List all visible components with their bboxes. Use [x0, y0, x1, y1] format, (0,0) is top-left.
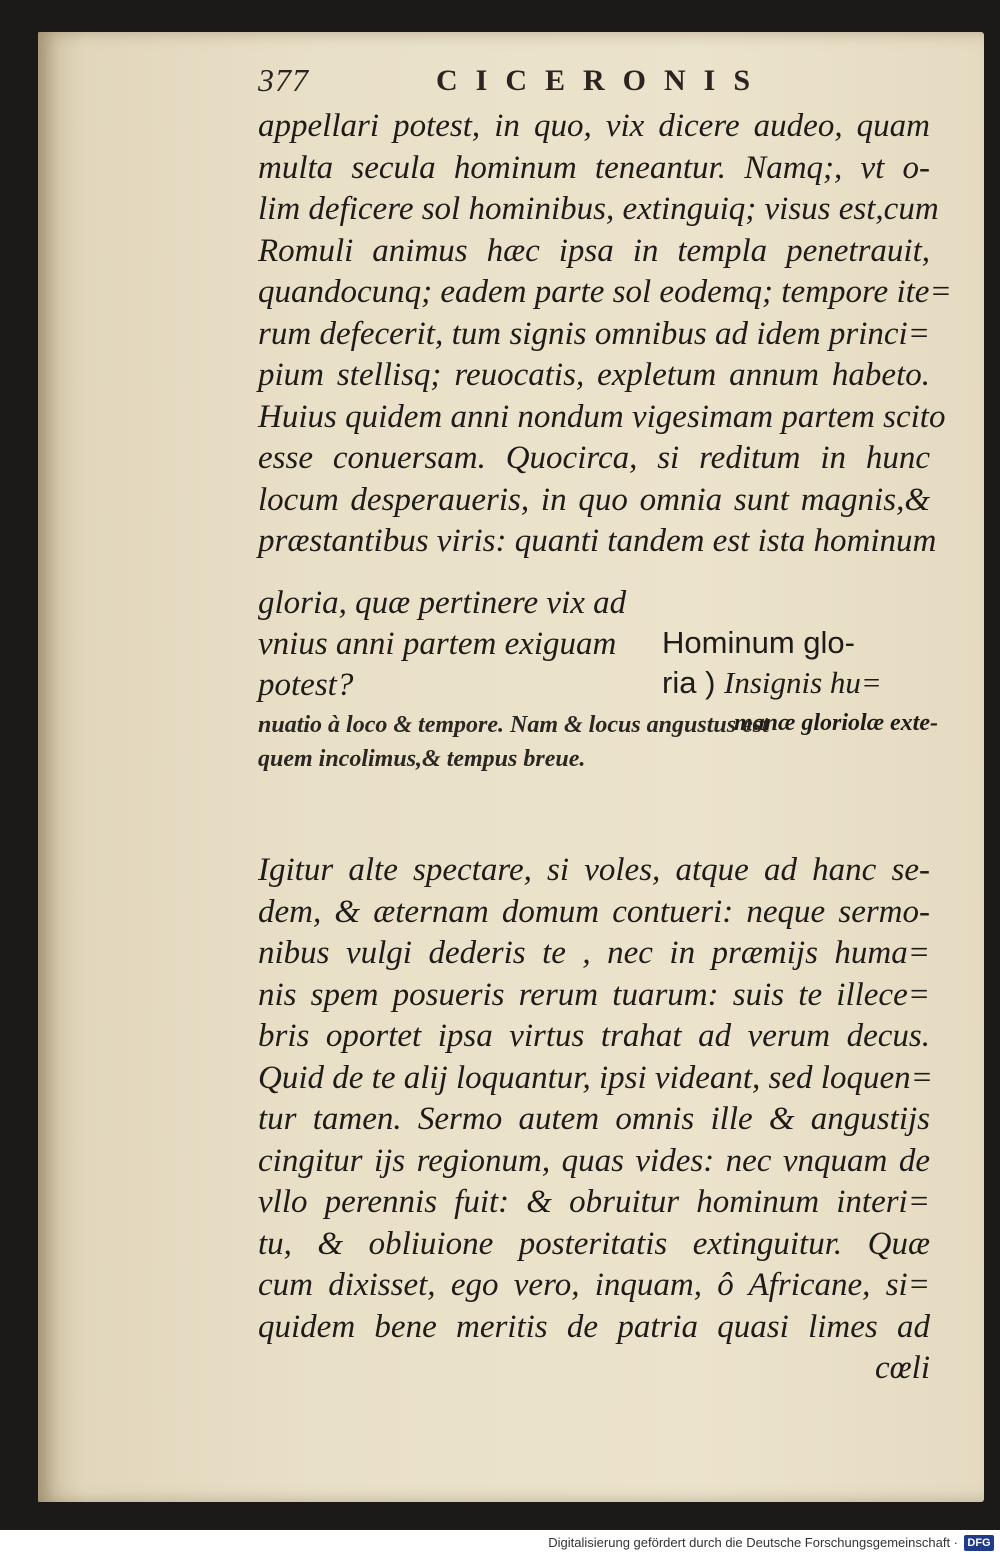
digitization-footer [0, 1530, 1000, 1556]
page-header [258, 62, 938, 102]
text-line: esse conuersam. Quocirca, si reditum in hunc [258, 440, 930, 476]
text-line: vnius anni partem exiguam [258, 626, 617, 662]
note-line: nuatio à loco & tempore. Nam & locus angustus est [258, 712, 769, 738]
note-line: quem incolimus,& tempus breue. [258, 746, 586, 772]
text-line: appellari potest, in quo, vix dicere audeo, quam [258, 108, 930, 144]
text-line: multa secula hominum teneantur. Namq;, vt o- [258, 149, 930, 186]
text-line: Romuli animus hæc ipsa in templa penetrauit, [258, 232, 930, 269]
catchword: cœli [875, 1350, 930, 1386]
text-line: tu, & obliuione posteritatis extinguitur. Quæ [258, 1225, 930, 1262]
running-head: CICERONIS [436, 64, 769, 97]
text-line: lim deficere sol hominibus, extinguiq; visus est,cum [258, 191, 939, 227]
text-line: locum desperaueris, in quo omnia sunt magnis,& [258, 481, 930, 518]
text-line: Quid de te alij loquantur, ipsi videant, sed loquen= [258, 1059, 933, 1096]
text-line: vllo perennis fuit: & obruitur hominum interi= [258, 1184, 930, 1220]
footer-credit: Digitalisierung gefördert durch die Deutsche Forschungsgemeinschaft · [548, 1535, 958, 1550]
note-line: manæ gloriolæ exte- [734, 710, 938, 736]
folio-number: 377 [258, 62, 309, 98]
text-line: gloria, quæ pertinere vix ad [258, 585, 627, 621]
text-line: cum dixisset, ego vero, inquam, ô Africane, si= [258, 1267, 930, 1303]
text-line: quidem bene meritis de patria quasi limes ad [258, 1308, 930, 1345]
text-line: Igitur alte spectare, si voles, atque ad hanc se- [258, 852, 930, 888]
text-line: rum defecerit, tum signis omnibus ad idem princi= [258, 315, 930, 352]
note-start: Insignis hu= [724, 665, 882, 700]
lemma-line: Hominum glo- [662, 625, 855, 660]
text-line: pium stellisq; reuocatis, expletum annum habeto. [258, 357, 930, 393]
commentary-note [258, 708, 930, 776]
body-text-top [258, 106, 952, 563]
text-line: tur tamen. Sermo autem omnis ille & angustijs [258, 1101, 930, 1137]
text-line: quandocunq; eadem parte sol eodemq; tempore ite= [258, 274, 952, 310]
text-line: nis spem posueris rerum tuarum: suis te illece= [258, 976, 930, 1013]
text-line: potest? [258, 667, 354, 703]
text-line: Huius quidem anni nondum vigesimam partem scito [258, 398, 946, 435]
lemma-word: ria ) [662, 665, 724, 700]
text-line: bris oportet ipsa virtus trahat ad verum decus. [258, 1018, 930, 1054]
body-text-split [258, 583, 648, 706]
body-text-bottom [258, 850, 933, 1390]
lemma-line [662, 663, 938, 703]
text-line: nibus vulgi dederis te , nec in præmijs huma= [258, 935, 930, 971]
dfg-logo-icon: DFG [964, 1535, 994, 1551]
text-line: cingitur ijs regionum, quas vides: nec vnquam de [258, 1142, 930, 1179]
text-line: præstantibus viris: quanti tandem est ista hominum [258, 523, 937, 559]
text-line: dem, & æternam domum contueri: neque sermo- [258, 893, 930, 930]
